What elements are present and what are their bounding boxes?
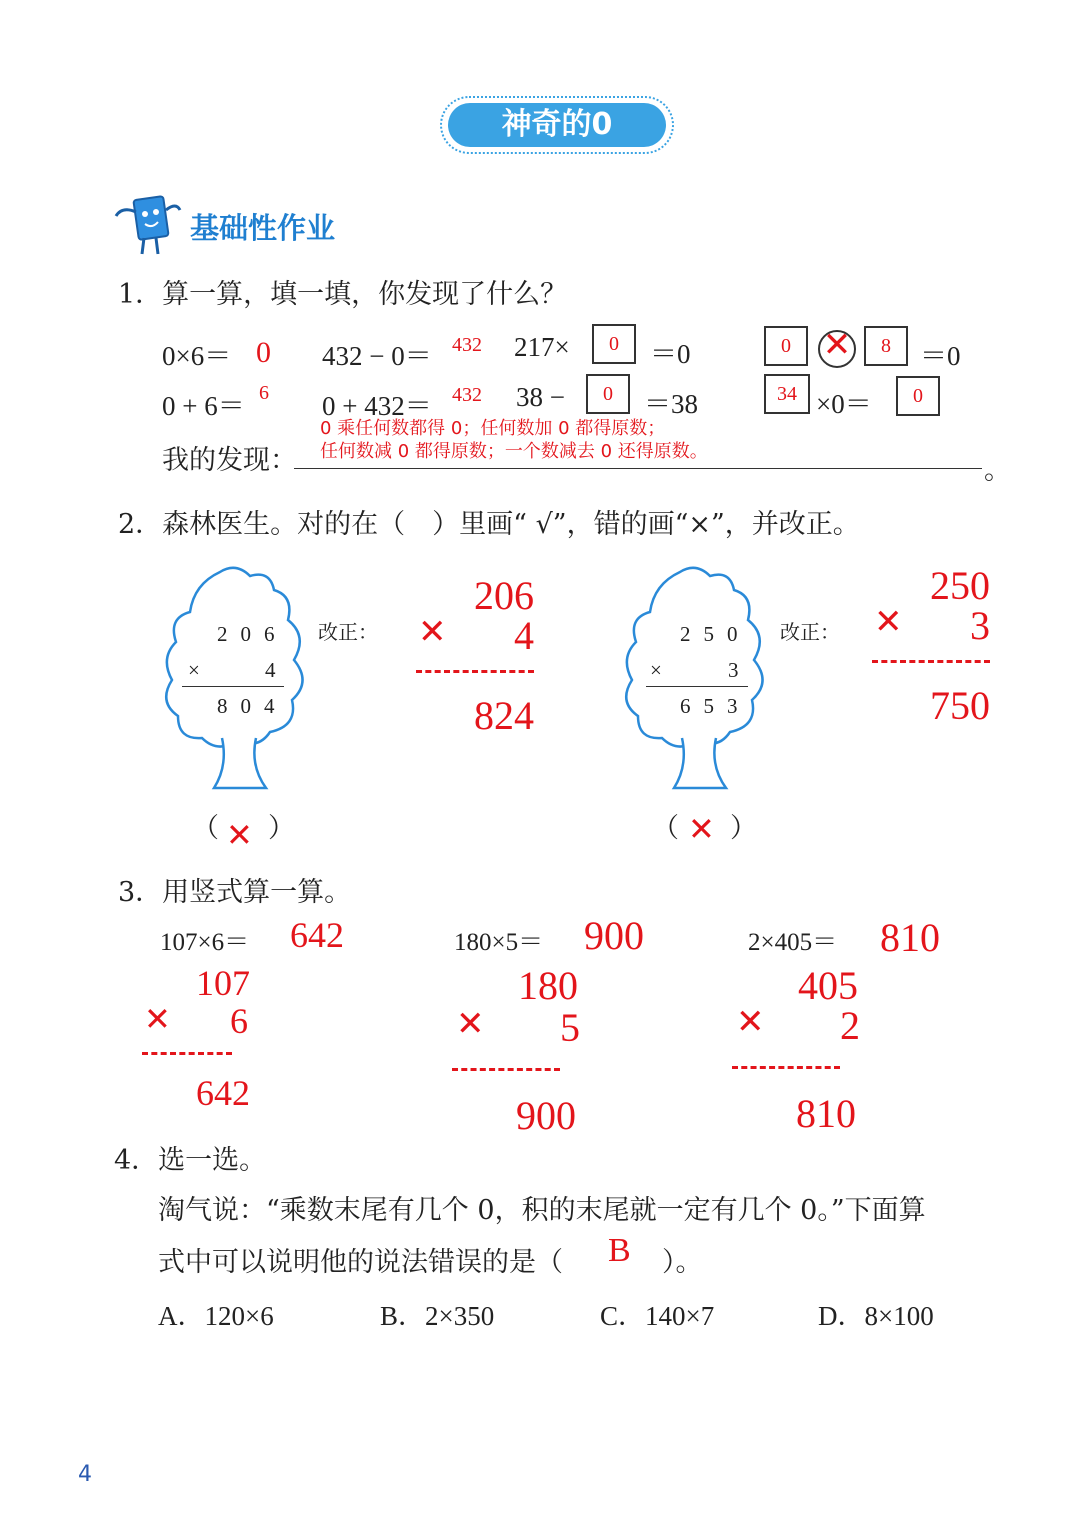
q1-r2-a-answer: 6	[259, 382, 269, 404]
q1-prompt: 1．算一算，填一填，你发现了什么？	[118, 279, 568, 310]
q3-item1-answer: 642	[290, 915, 344, 955]
q3-item3-line	[732, 1066, 840, 1069]
q3-item2-answer: 900	[584, 913, 644, 958]
q1-r1-b-answer: 432	[452, 334, 482, 356]
tree-1-fix-result: 824	[474, 693, 534, 738]
tree-1-paren-left: （	[192, 813, 219, 844]
book-mascot-icon	[112, 192, 184, 260]
q3-item3-expr: 2×405＝	[748, 929, 838, 956]
q3-item2-line	[452, 1068, 560, 1071]
q1-r2-b-expr: 0 + 432＝	[322, 391, 432, 421]
q3-item2-op: ✕	[456, 1006, 485, 1043]
q3-item1-expr: 107×6＝	[160, 929, 250, 956]
section-heading: 基础性作业	[190, 211, 336, 245]
tree-2-icon	[618, 562, 778, 798]
q1-r1-d-op: ✕	[822, 325, 852, 365]
q3-item2-top: 180	[518, 963, 578, 1008]
tree-2-mult: 3	[728, 658, 752, 682]
q4-option-d[interactable]: D．8×100	[818, 1301, 934, 1331]
tree-1-top: 206	[217, 622, 288, 646]
q1-r1-d-box2[interactable]: 8	[864, 326, 908, 366]
q1-r2-c-pre: 38 −	[516, 382, 565, 412]
q1-finding-line1: 0 乘任何数都得 0；任何数加 0 都得原数；	[320, 418, 666, 439]
q4-option-b[interactable]: B．2×350	[380, 1301, 495, 1331]
q4-prompt: 4．选一选。	[114, 1145, 267, 1176]
tree-2-fix-mult: 3	[970, 603, 990, 648]
q4-line2-post: ）。	[662, 1247, 703, 1278]
tree-1-fix-line	[416, 670, 534, 673]
tree-2-paren-right: ）	[730, 813, 757, 844]
tree-2-fix-label: 改正：	[780, 620, 840, 644]
tree-2-mark[interactable]: ✕	[688, 810, 715, 848]
q1-r2-d-box2[interactable]: 0	[896, 376, 940, 416]
tree-1-fix-op: ✕	[418, 614, 447, 651]
q4-line1: 淘气说：“乘数末尾有几个 0，积的末尾就一定有几个 0。”下面算	[158, 1195, 926, 1226]
q1-r1-c-box[interactable]: 0	[592, 324, 636, 364]
q3-item1-mult: 6	[230, 1001, 248, 1041]
tree-2-top: 250	[680, 622, 751, 646]
q1-r1-c-pre: 217×	[514, 332, 570, 362]
q3-item3-op: ✕	[736, 1004, 765, 1041]
tree-1-fix-label: 改正：	[318, 620, 378, 644]
q3-item1-result: 642	[196, 1073, 250, 1113]
q1-r1-c-post: ＝0	[650, 339, 691, 369]
q1-r1-a-expr: 0×6＝	[162, 341, 232, 371]
tree-2-fix-top: 250	[930, 563, 990, 608]
tree-1-fix-top: 206	[474, 573, 534, 618]
tree-1-mark[interactable]: ✕	[226, 816, 253, 854]
q3-item1-line	[142, 1052, 232, 1055]
tree-1-icon	[158, 562, 318, 798]
tree-1-op: ×	[188, 658, 213, 682]
q1-finding-period: 。	[984, 455, 1011, 486]
q4-option-c[interactable]: C．140×7	[600, 1301, 715, 1331]
tree-2-fix-line	[872, 660, 990, 663]
tree-1-fix-mult: 4	[514, 613, 534, 658]
q1-r1-d-box1[interactable]: 0	[764, 326, 808, 366]
q1-r1-b-expr: 432 − 0＝	[322, 341, 432, 371]
q3-item2-expr: 180×5＝	[454, 929, 544, 956]
q3-prompt: 3．用竖式算一算。	[118, 877, 352, 908]
q3-item1-op: ✕	[144, 1001, 171, 1037]
q1-r1-d-post: ＝0	[920, 341, 961, 371]
q1-r2-b-answer: 432	[452, 384, 482, 406]
tree-1-result: 804	[217, 694, 288, 718]
q1-finding-line2: 任何数减 0 都得原数；一个数减去 0 还得原数。	[320, 441, 708, 462]
tree-1-rule	[182, 686, 284, 687]
tree-2-fix-result: 750	[930, 683, 990, 728]
tree-1-paren-right: ）	[268, 813, 295, 844]
q1-r2-c-box[interactable]: 0	[586, 374, 630, 414]
q1-r2-a-expr: 0 + 6＝	[162, 391, 245, 421]
q2-prompt: 2．森林医生。对的在（ ）里画“ √”，错的画“×”，并改正。	[118, 509, 860, 540]
page-title: 神奇的0	[501, 107, 613, 142]
q4-option-a[interactable]: A．120×6	[158, 1301, 274, 1331]
title-banner	[440, 96, 674, 154]
tree-2-result: 653	[680, 694, 751, 718]
q1-r1-a-answer: 0	[256, 336, 271, 369]
page-number: 4	[78, 1462, 92, 1487]
q3-item2-result: 900	[516, 1093, 576, 1138]
q3-item3-top: 405	[798, 963, 858, 1008]
tree-2-fix-op: ✕	[874, 604, 903, 641]
tree-2-op: ×	[650, 658, 675, 682]
q1-r2-c-post: ＝38	[644, 389, 698, 419]
q3-item3-mult: 2	[840, 1003, 860, 1048]
q1-r2-d-mid: ×0＝	[816, 389, 872, 419]
q3-item3-result: 810	[796, 1091, 856, 1136]
q1-finding-underline	[294, 468, 982, 469]
q1-finding-label: 我的发现：	[162, 445, 297, 476]
q4-line2-pre: 式中可以说明他的说法错误的是（	[158, 1247, 563, 1278]
q3-item2-mult: 5	[560, 1005, 580, 1050]
tree-2-rule	[646, 686, 748, 687]
q3-item1-top: 107	[196, 963, 250, 1003]
q4-answer[interactable]: B	[608, 1232, 631, 1269]
q1-r2-d-box1[interactable]: 34	[764, 374, 810, 414]
tree-1-mult: 4	[265, 658, 289, 682]
q3-item3-answer: 810	[880, 915, 940, 960]
tree-2-paren-left: （	[652, 813, 679, 844]
